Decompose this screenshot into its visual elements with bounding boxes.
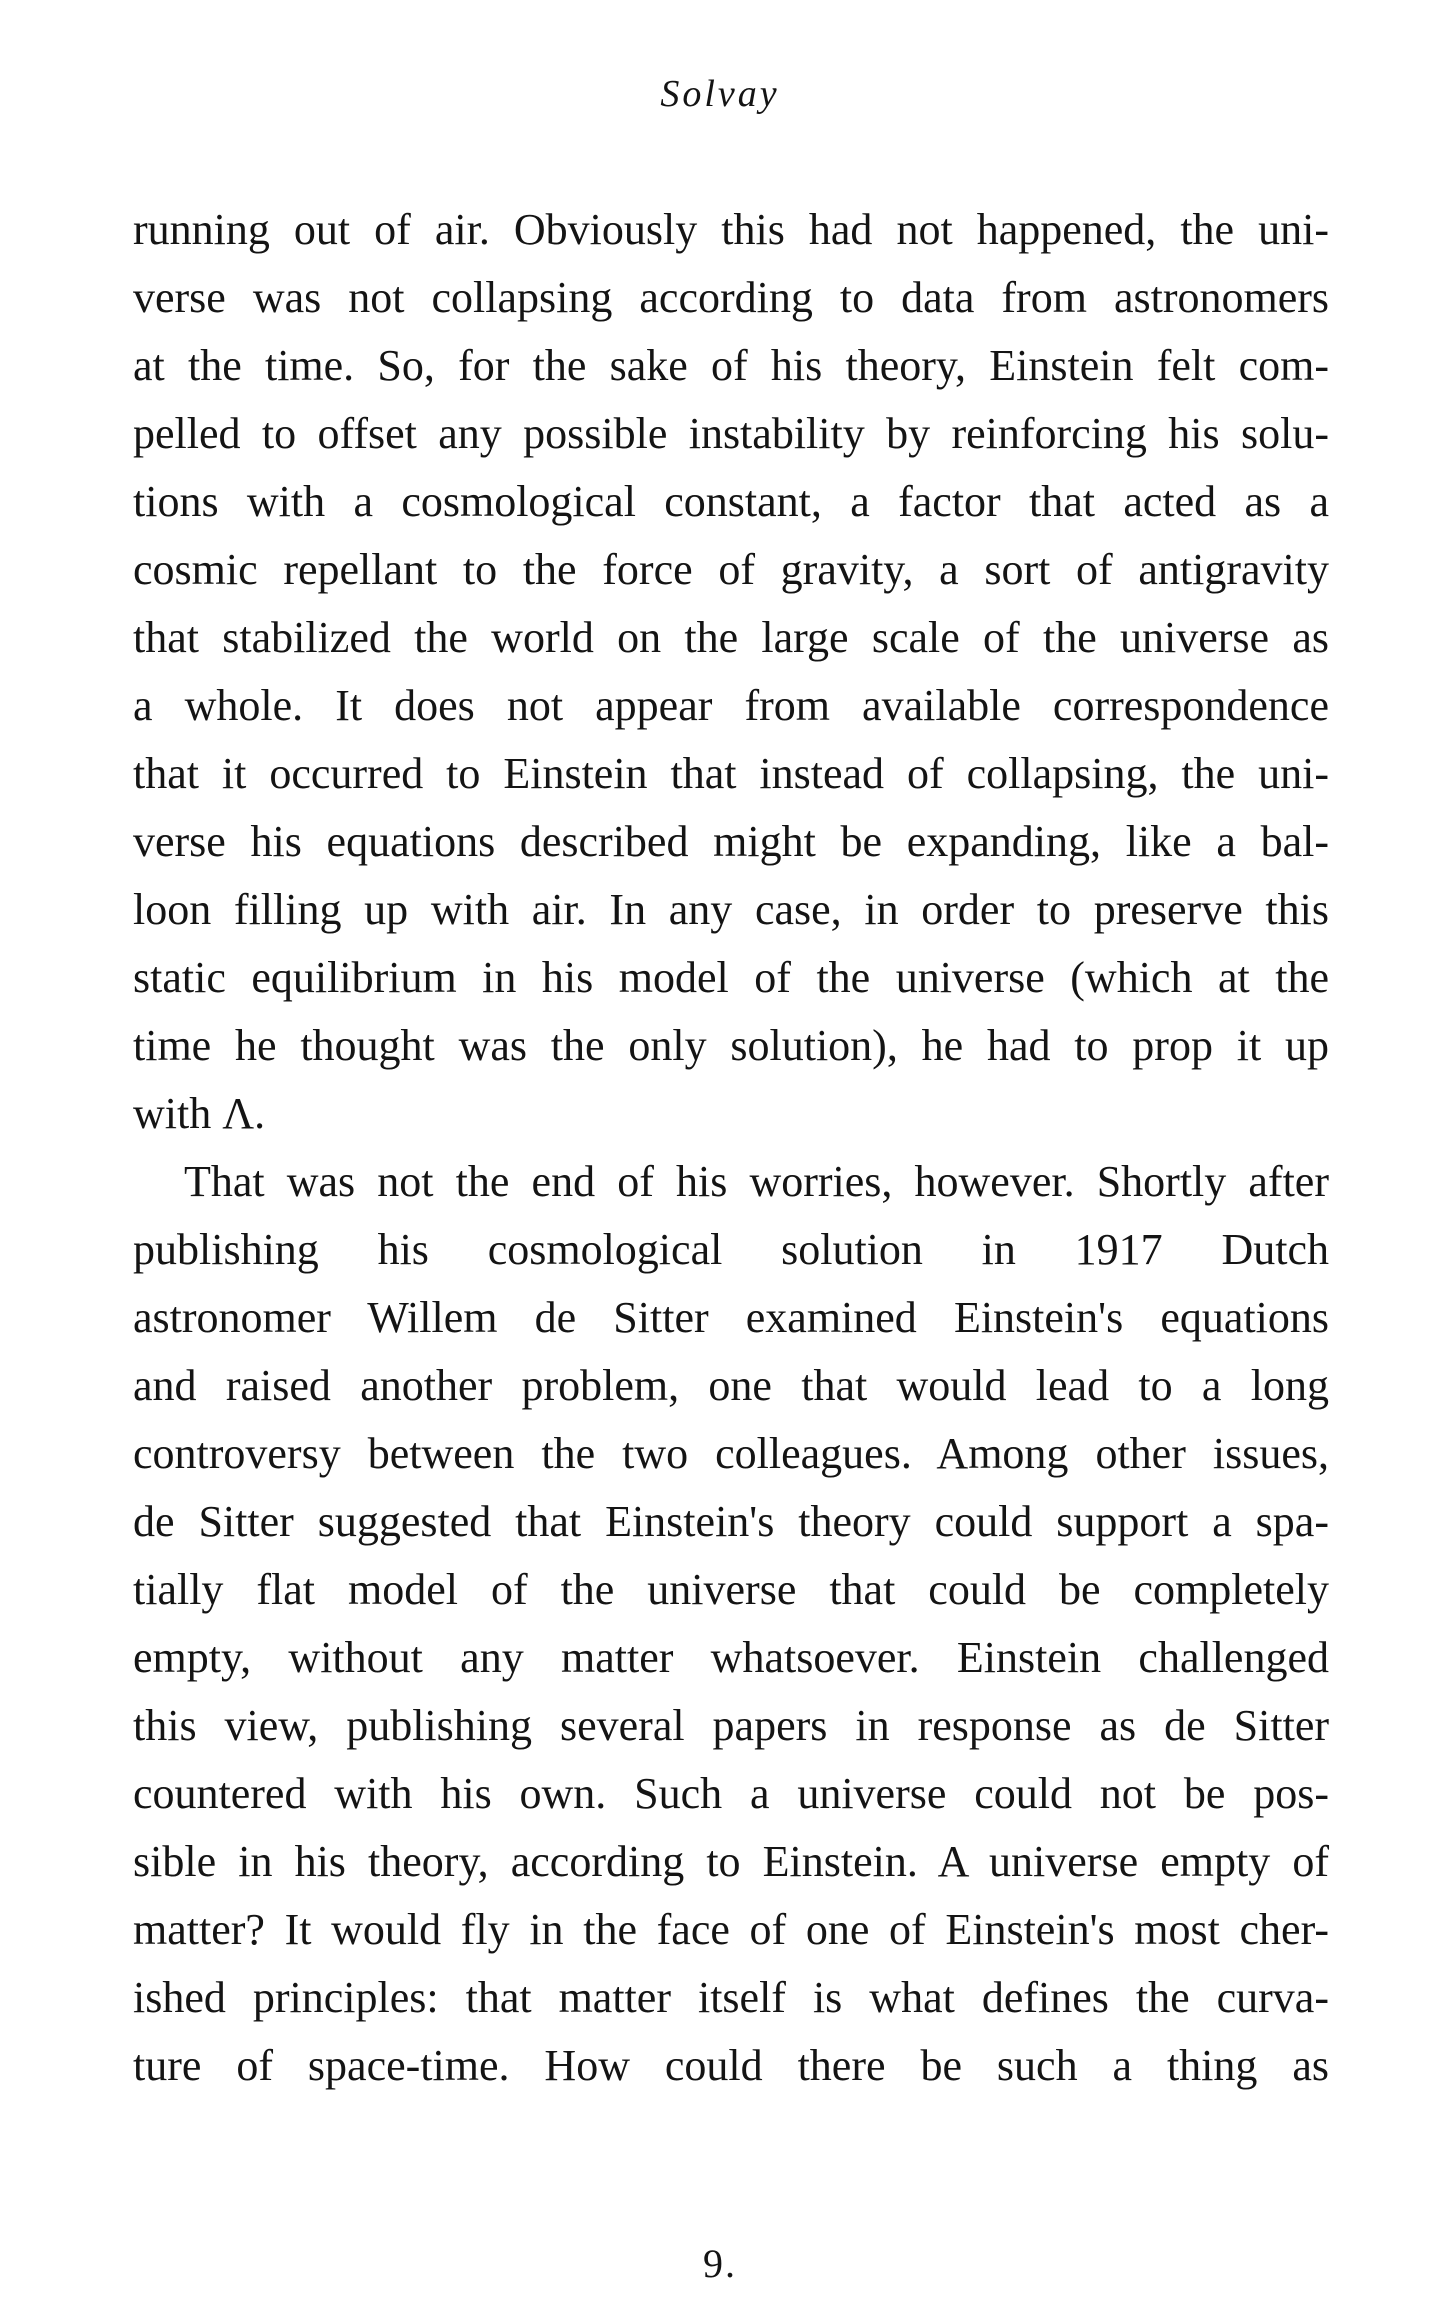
text-line: time he thought was the only solution), he had to prop it up [133, 1021, 1329, 1070]
text-line: with Λ. [133, 1089, 266, 1138]
page-number: 9. [703, 2241, 737, 2286]
paragraph-1 [133, 196, 1329, 1148]
text-line: cosmic repellant to the force of gravity, a sort of antigravity [133, 545, 1329, 594]
text-line: de Sitter suggested that Einstein's theory could support a spa- [133, 1497, 1329, 1546]
text-line: ture of space-time. How could there be such a thing as [133, 2041, 1329, 2090]
text-line: running out of air. Obviously this had not happened, the uni- [133, 205, 1329, 254]
paragraph-2 [133, 1148, 1329, 2100]
text-line: and raised another problem, one that would lead to a long [133, 1361, 1329, 1410]
text-line: this view, publishing several papers in response as de Sitter [133, 1701, 1329, 1750]
text-line: publishing his cosmological solution in 1917 Dutch [133, 1225, 1329, 1274]
text-line: that stabilized the world on the large scale of the universe as [133, 613, 1329, 662]
text-line: ished principles: that matter itself is what defines the curva- [133, 1973, 1329, 2022]
text-line: matter? It would fly in the face of one of Einstein's most cher- [133, 1905, 1329, 1954]
text-line: verse his equations described might be expanding, like a bal- [133, 817, 1329, 866]
text-line: tions with a cosmological constant, a factor that acted as a [133, 477, 1329, 526]
text-line: sible in his theory, according to Einstein. A universe empty of [133, 1837, 1329, 1886]
text-line: at the time. So, for the sake of his theory, Einstein felt com- [133, 341, 1329, 390]
text-line: static equilibrium in his model of the universe (which at the [133, 953, 1329, 1002]
text-line: pelled to offset any possible instability by reinforcing his solu- [133, 409, 1329, 458]
text-line: that it occurred to Einstein that instead of collapsing, the uni- [133, 749, 1329, 798]
text-line: astronomer Willem de Sitter examined Einstein's equations [133, 1293, 1329, 1342]
text-line: tially flat model of the universe that could be completely [133, 1565, 1329, 1614]
text-line: countered with his own. Such a universe could not be pos- [133, 1769, 1329, 1818]
text-line: loon filling up with air. In any case, in order to preserve this [133, 885, 1329, 934]
text-line: controversy between the two colleagues. Among other issues, [133, 1429, 1329, 1478]
text-line: a whole. It does not appear from available correspondence [133, 681, 1329, 730]
text-line: verse was not collapsing according to data from astronomers [133, 273, 1329, 322]
text-line: empty, without any matter whatsoever. Einstein challenged [133, 1633, 1329, 1682]
text-line: That was not the end of his worries, however. Shortly after [184, 1157, 1329, 1206]
running-head: Solvay [660, 73, 780, 115]
body-text [133, 196, 1329, 2100]
